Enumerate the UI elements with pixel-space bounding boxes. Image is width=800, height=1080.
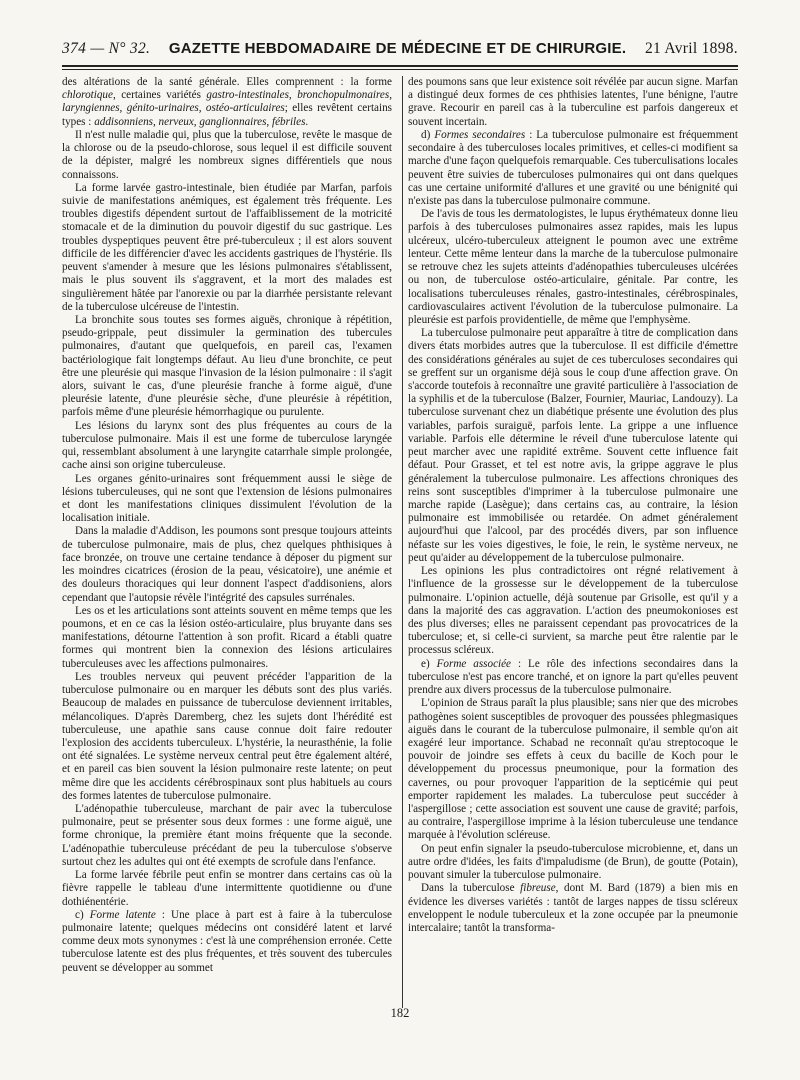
paragraph: d) Formes secondaires : La tuberculose pulmonaire est fréquemment secondaire à des tuberculoses locales primitives, et celles-ci modifient sa marche d'une façon quelquefois remarquable. Ces tuberculisations locales peuvent être suivies de tuberculoses pulmonaires qui ont dans quelques cas une certaine uniformité d'allures et une gravité ou une bénignité qui n'existe pas dans la tuberculose pulmonaire commune. (408, 128, 738, 207)
column-divider (402, 76, 403, 1008)
paragraph: Les troubles nerveux qui peuvent précéder l'apparition de la tuberculose pulmonaire ou en marquer les débuts sont des plus variés. Beaucoup de malades en puissance de tuberculose deviennent irritables, mélancoliques. D'après Daremberg, chez les sujets dont l'hérédité est tuberculeuse, une apathie sans cause connue doit faire redouter l'explosion des accidents tuberculeux. L'hystérie, la neurasthénie, la folie ont été signalées. Le système nerveux central peut être également altéré, et en pareil cas bien souvent la lésion pulmonaire reste latente; on peut même dire que les accidents cérébrospinaux sont plus habituels au cours des formes latentes de tuberculose pulmonaire. (62, 670, 392, 802)
paragraph: Dans la tuberculose fibreuse, dont M. Bard (1879) a bien mis en évidence les diverses variétés : tantôt de larges nappes de tissu scléreux enveloppent le nodule tuberculeux et la zone occupée par la pneumonie intercalaire; tantôt la transforma- (408, 882, 738, 934)
page-and-issue-number: 374 — N° 32. (62, 40, 151, 57)
issue-date: 21 Avril 1898. (644, 40, 738, 57)
paragraph: des poumons sans que leur existence soit révélée par aucun signe. Marfan a distingué deux formes de ces phthisies latentes, l'une bénigne, l'autre grave. Recourir en pareil cas à la tuberculine est parfois dangereux et souvent incertain. (408, 76, 738, 128)
paragraph: La forme larvée fébrile peut enfin se montrer dans certains cas où la fièvre rappelle le tableau d'une intermittente quotidienne ou d'une dothiénentérie. (62, 869, 392, 908)
paragraph: e) Forme associée : Le rôle des infections secondaires dans la tuberculose n'est pas encore tranché, et on ignore la part qu'elles peuvent prendre aux divers processus de la tuberculose pulmonaire. (408, 657, 738, 697)
right-column (408, 76, 738, 1008)
paragraph: Les organes génito-urinaires sont fréquemment aussi le siège de lésions tuberculeuses, qui ne sont que l'extension de lésions pulmonaires et dont les manifestations cliniques dissimulent l'évolution de la localisation initiale. (62, 472, 392, 525)
paragraph: La tuberculose pulmonaire peut apparaître à titre de complication dans divers états morbides autres que la tuberculose. Il est difficile d'émettre des considérations générales au sujet de ces tuberculoses secondaires qui se greffent sur un organisme déjà sous le coup d'une affection grave. On s'accorde toutefois à reconnaître une gravité particulière à l'association de la syphilis et de la tuberculose (Balzer, Fournier, Mauriac, Landouzy). La tuberculose survenant chez un diabétique présente une évolution des plus variables, parfois suraiguë, parfois lente. La grippe a une influence variable. Parfois elle détermine le réveil d'une tuberculose latente qui peut marcher avec une rapidité extrême. Souvent cette influence fait défaut. Pour Grasset, et tel est notre avis, la grippe aggrave le plus généralement la tuberculose pulmonaire. Les affections chroniques des reins sont susceptibles d'imprimer à la tuberculose pulmonaire une marche rapide (Lasègue); dans certains cas, au contraire, la lésion pulmonaire est immobilisée ou retardée. On admet généralement aujourd'hui que l'alcool, par des procédés divers, par son influence néfaste sur les voies digestives, le foie, le rein, le système nerveux, ne peut qu'aider au développement de la tuberculose pulmonaire. (408, 327, 738, 564)
paragraph: L'adénopathie tuberculeuse, marchant de pair avec la tuberculose pulmonaire, peut se présenter sous deux formes : une forme aiguë, une forme chronique, la première étant moins fréquente que la seconde. L'adénopathie tuberculeuse précédant de peu la tuberculose s'observe surtout chez les adultes qui ont été exempts de scrofule dans l'enfance. (62, 803, 392, 868)
paragraph: De l'avis de tous les dermatologistes, le lupus érythémateux donne lieu parfois à des tuberculoses pulmonaires assez rapides, mais les lupus ulcéreux, ulcéro-tuberculeux atteignent le poumon avec une extrême lenteur. Cette même lenteur dans la marche de la tuberculose pulmonaire se retrouve chez les sujets atteints d'adénopathies tuberculeuses ulcérées ou non, de tuberculose ostéo-articulaire, génitale. Par contre, les localisations tuberculeuses rénales, gastro-intestinales, cérébrospinales, cardiovasculaires activent l'évolution de la tuberculose pulmonaire. La pleurésie est parfois providentielle, de même que l'emphysème. (408, 208, 738, 326)
header-rule (62, 65, 738, 70)
paragraph: Dans la maladie d'Addison, les poumons sont presque toujours atteints de tuberculose pulmonaire, mais de plus, chez quelques phthisiques à face bronzée, on trouve une certaine tendance à déposer du pigment sur les moindres cicatrices (érosion de la peau, vésicatoire), une anémie et des douleurs thoraciques qui leur donnent l'aspect d'addisoniens, alors cependant que l'autopsie révèle l'intégrité des capsules surrénales. (62, 525, 392, 604)
paragraph: Les opinions les plus contradictoires ont régné relativement à l'influence de la grossesse sur le développement de la tuberculose pulmonaire. L'opinion actuelle, déjà soutenue par Grisolle, est qu'il y a dans la majorité des cas aggravation. L'action des pneumokonioses est des plus diverses; elles ne paraissent cependant pas provocatrices de la tuberculose; et, si celle-ci survient, sa marche peut être ralentie par le processus scléreux. (408, 565, 738, 657)
paragraph: Il n'est nulle maladie qui, plus que la tuberculose, revête le masque de la chlorose ou de la pseudo-chlorose, sous lequel il est difficile souvent de la dépister, malgré les nombreux signes différentiels que nous connaissons. (62, 128, 392, 181)
folio-number: 182 (390, 1006, 410, 1020)
running-header (62, 40, 738, 62)
paragraph: Les os et les articulations sont atteints souvent en même temps que les poumons, et en ce cas la lésion ostéo-articulaire, plus bruyante dans ses manifestations, détourne l'attention à son profit. Ricard a établi quatre formes qui montrent bien la connexion des lésions articulaires tuberculeuses avec les affections pulmonaires. (62, 604, 392, 670)
paragraph: Les lésions du larynx sont des plus fréquentes au cours de la tuberculose pulmonaire. Mais il est une forme de tuberculose laryngée qui, ressemblant absolument à une laryngite catarrhale simple prolongée, cache ainsi son origine tuberculeuse. (62, 419, 392, 472)
paragraph: c) Forme latente : Une place à part est à faire à la tuberculose pulmonaire latente; quelques médecins ont considéré latent et larvé comme deux mots synonymes : c'est là une compréhension erronée. Cette tuberculose latente est des plus fréquentes, et très souvent des tubercules peuvent se développer au sommet (62, 908, 392, 974)
paragraph: La forme larvée gastro-intestinale, bien étudiée par Marfan, parfois suivie de manifestations anémiques, est également très fréquente. Les troubles digestifs dépendent surtout de l'affaiblissement de la motricité stomacale et de la diminution du pouvoir digestif du suc gastrique. Les troubles dyspeptiques peuvent être pré-tuberculeux ; il est alors souvent difficile de les différencier d'avec les accidents gastriques de l'hystérie. Ils peuvent s'amender à mesure que les lésions pulmonaires s'établissent, mais le plus souvent ils s'aggravent, et la mort des malades est singulièrement hâtée par l'anorexie ou par la diarrhée persistante relevant de la tuberculose ulcéreuse de l'intestin. (62, 181, 392, 313)
journal-title: GAZETTE HEBDOMADAIRE DE MÉDECINE ET DE CHIRURGIE. (168, 40, 627, 57)
paragraph: des altérations de la santé générale. Elles comprennent : la forme chlorotique, certaines variétés gastro-intestinales, bronchopulmonaires, laryngiennes, génito-urinaires, ostéo-articulaires; elles revêtent certains types : addisonniens, nerveux, ganglionnaires, fébriles. (62, 76, 392, 128)
paragraph: La bronchite sous toutes ses formes aiguës, chronique à répétition, pseudo-grippale, peut dissimuler la germination des tubercules pulmonaires, d'autant que quelquefois, en pareil cas, l'examen bactériologique fait longtemps défaut. Au lieu d'une bronchite, ce peut être une pleurésie qui masque l'invasion de la lésion pulmonaire : il s'agit alors, suivant le cas, d'une pleurésie franche à forme aiguë, d'une pleurésie latente, d'une pleurésie sèche, d'une pleurésie à répétition, parfois même d'une pleurésie hémorrhagique ou purulente. (62, 313, 392, 419)
paragraph: On peut enfin signaler la pseudo-tuberculose microbienne, et, dans un autre ordre d'idées, les faits d'impaludisme (de Brun), de goutte (Potain), pouvant simuler la tuberculose pulmonaire. (408, 842, 738, 882)
paragraph: L'opinion de Straus paraît la plus plausible; sans nier que des microbes pathogènes soient susceptibles de provoquer des poussées phlegmasiques aiguës dans le courant de la tuberculose pulmonaire, il semble qu'on ait exagéré leur importance. Schabad ne reconnaît qu'au streptocoque le pouvoir de joindre ses effets à ceux du bacille de Koch pour le développement du processus pneumonique, pour la formation des cavernes, ou pour provoquer l'apparition de la septicémie qui peut emporter rapidement les malades. La tuberculose peut succéder à l'aspergillose ; cette association est souvent une cause de gravité; parfois, au contraire, l'aspergillose imprime à la lésion tuberculeuse une tendance marquée à l'évolution scléreuse. (408, 697, 738, 842)
text-columns (62, 76, 738, 1008)
left-column (62, 76, 392, 1008)
